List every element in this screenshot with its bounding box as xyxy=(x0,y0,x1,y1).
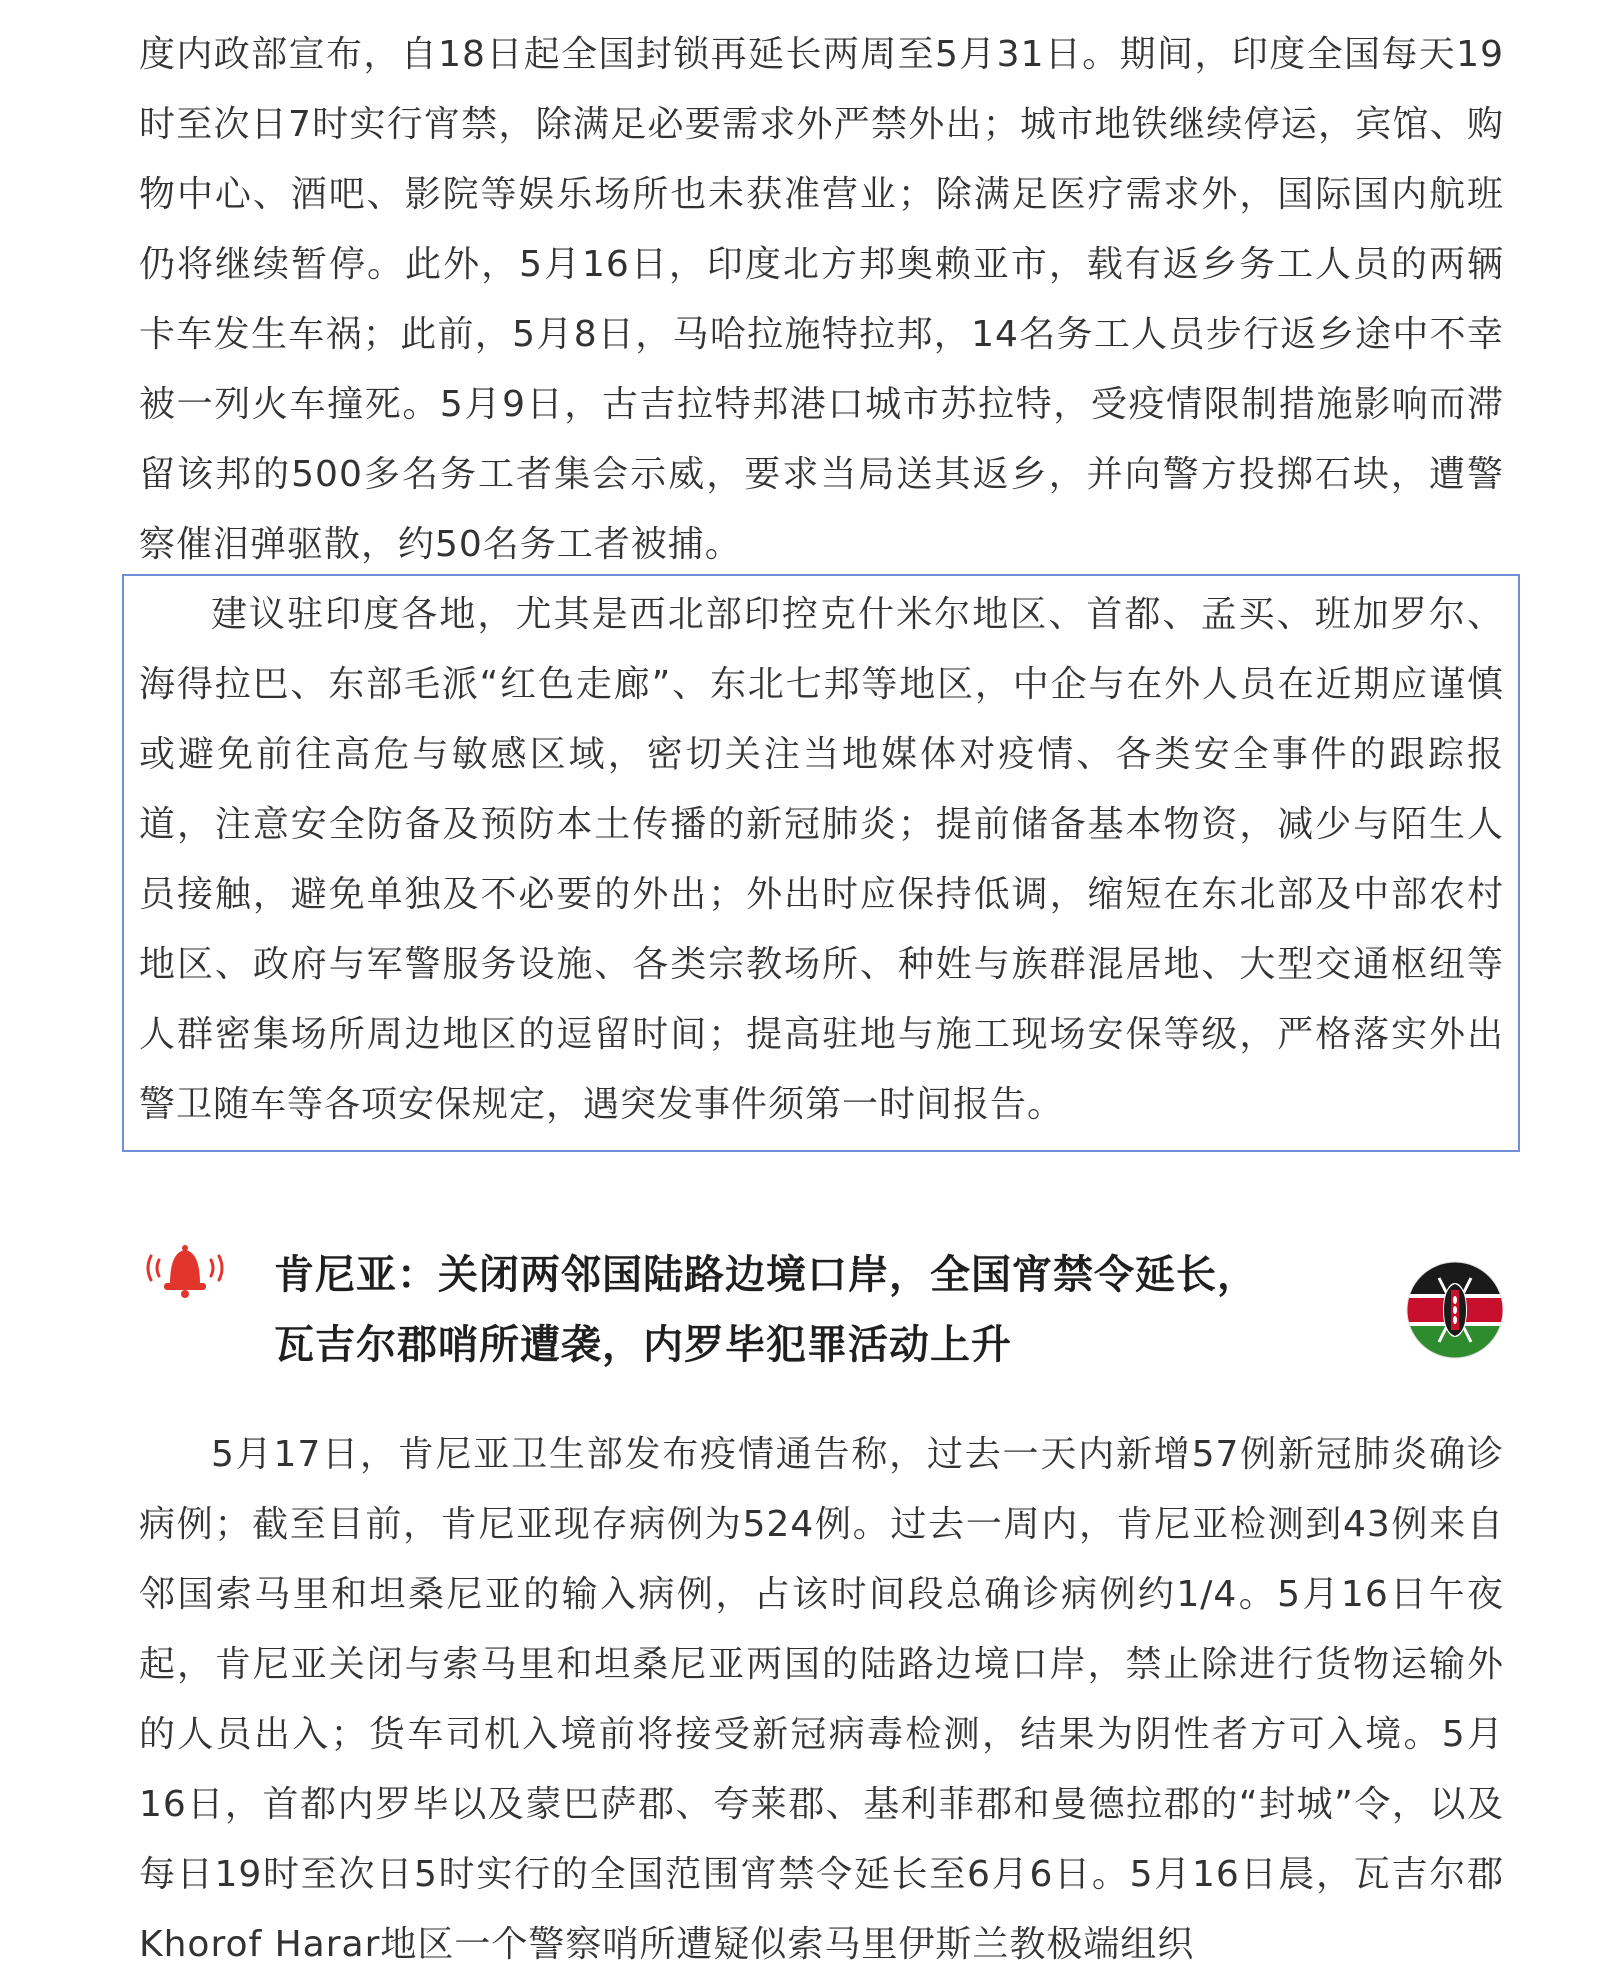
kenya-body-paragraph: 5月17日，肯尼亚卫生部发布疫情通告称，过去一天内新增57例新冠肺炎确诊病例；截至目前，肯尼亚现存病例为524例。过去一周内，肯尼亚检测到43例来自邻国索马里和坦桑尼亚的输入病例，占该时间段总确诊病例约1/4。5月16日午夜起，肯尼亚关闭与索马里和坦桑尼亚两国的陆路边境口岸，禁止除进行货物运输外的人员出入；货车司机入境前将接受新冠病毒检测，结果为阴性者方可入境。5月16日，首都内罗毕以及蒙巴萨郡、夸莱郡、基利菲郡和曼德拉郡的“封城”令，以及每日19时至次日5时实行的全国范围宵禁令延长至6月6日。5月16日晨，瓦吉尔郡Khorof Harar地区一个警察哨所遭疑似索马里伊斯兰教极端组织 xyxy=(139,1434,1504,1965)
kenya-title-line-1: 肯尼亚：关闭两邻国陆路边境口岸，全国宵禁令延长， xyxy=(274,1252,1258,1298)
india-continuation-paragraph: 度内政部宣布，自18日起全国封锁再延长两周至5月31日。期间，印度全国每天19时至次日7时实行宵禁，除满足必要需求外严禁外出；城市地铁继续停运，宾馆、购物中心、酒吧、影院等娱乐场所也未获准营业；除满足医疗需求外，国际国内航班仍将继续暂停。此外，5月16日，印度北方邦奥赖亚市，载有返乡务工人员的两辆卡车发生车祸；此前，5月8日，马哈拉施特拉邦，14名务工人员步行返乡途中不幸被一列火车撞死。5月9日，古吉拉特邦港口城市苏拉特，受疫情限制措施影响而滞留该邦的500多名务工者集会示威，要求当局送其返乡，并向警方投掷石块，遭警察催泪弹驱散，约50名务工者被捕。 xyxy=(139,34,1504,565)
india-advice-paragraph: 建议驻印度各地，尤其是西北部印控克什米尔地区、首都、孟买、班加罗尔、海得拉巴、东部毛派“红色走廊”、东北七邦等地区，中企与在外人员在近期应谨慎或避免前往高危与敏感区域，密切关注当地媒体对疫情、各类安全事件的跟踪报道，注意安全防备及预防本土传播的新冠肺炎；提前储备基本物资，减少与陌生人员接触，避免单独及不必要的外出；外出时应保持低调，缩短在东北部及中部农村地区、政府与军警服务设施、各类宗教场所、种姓与族群混居地、大型交通枢纽等人群密集场所周边地区的逗留时间；提高驻地与施工现场安保等级，严格落实外出警卫随车等各项安保规定，遇突发事件须第一时间报告。 xyxy=(139,594,1504,1125)
kenya-flag-icon xyxy=(1405,1260,1505,1360)
kenya-section-title xyxy=(274,1240,1324,1380)
alarm-bell-icon xyxy=(137,1240,233,1300)
kenya-title-line-2: 瓦吉尔郡哨所遭袭，内罗毕犯罪活动上升 xyxy=(274,1322,1012,1368)
